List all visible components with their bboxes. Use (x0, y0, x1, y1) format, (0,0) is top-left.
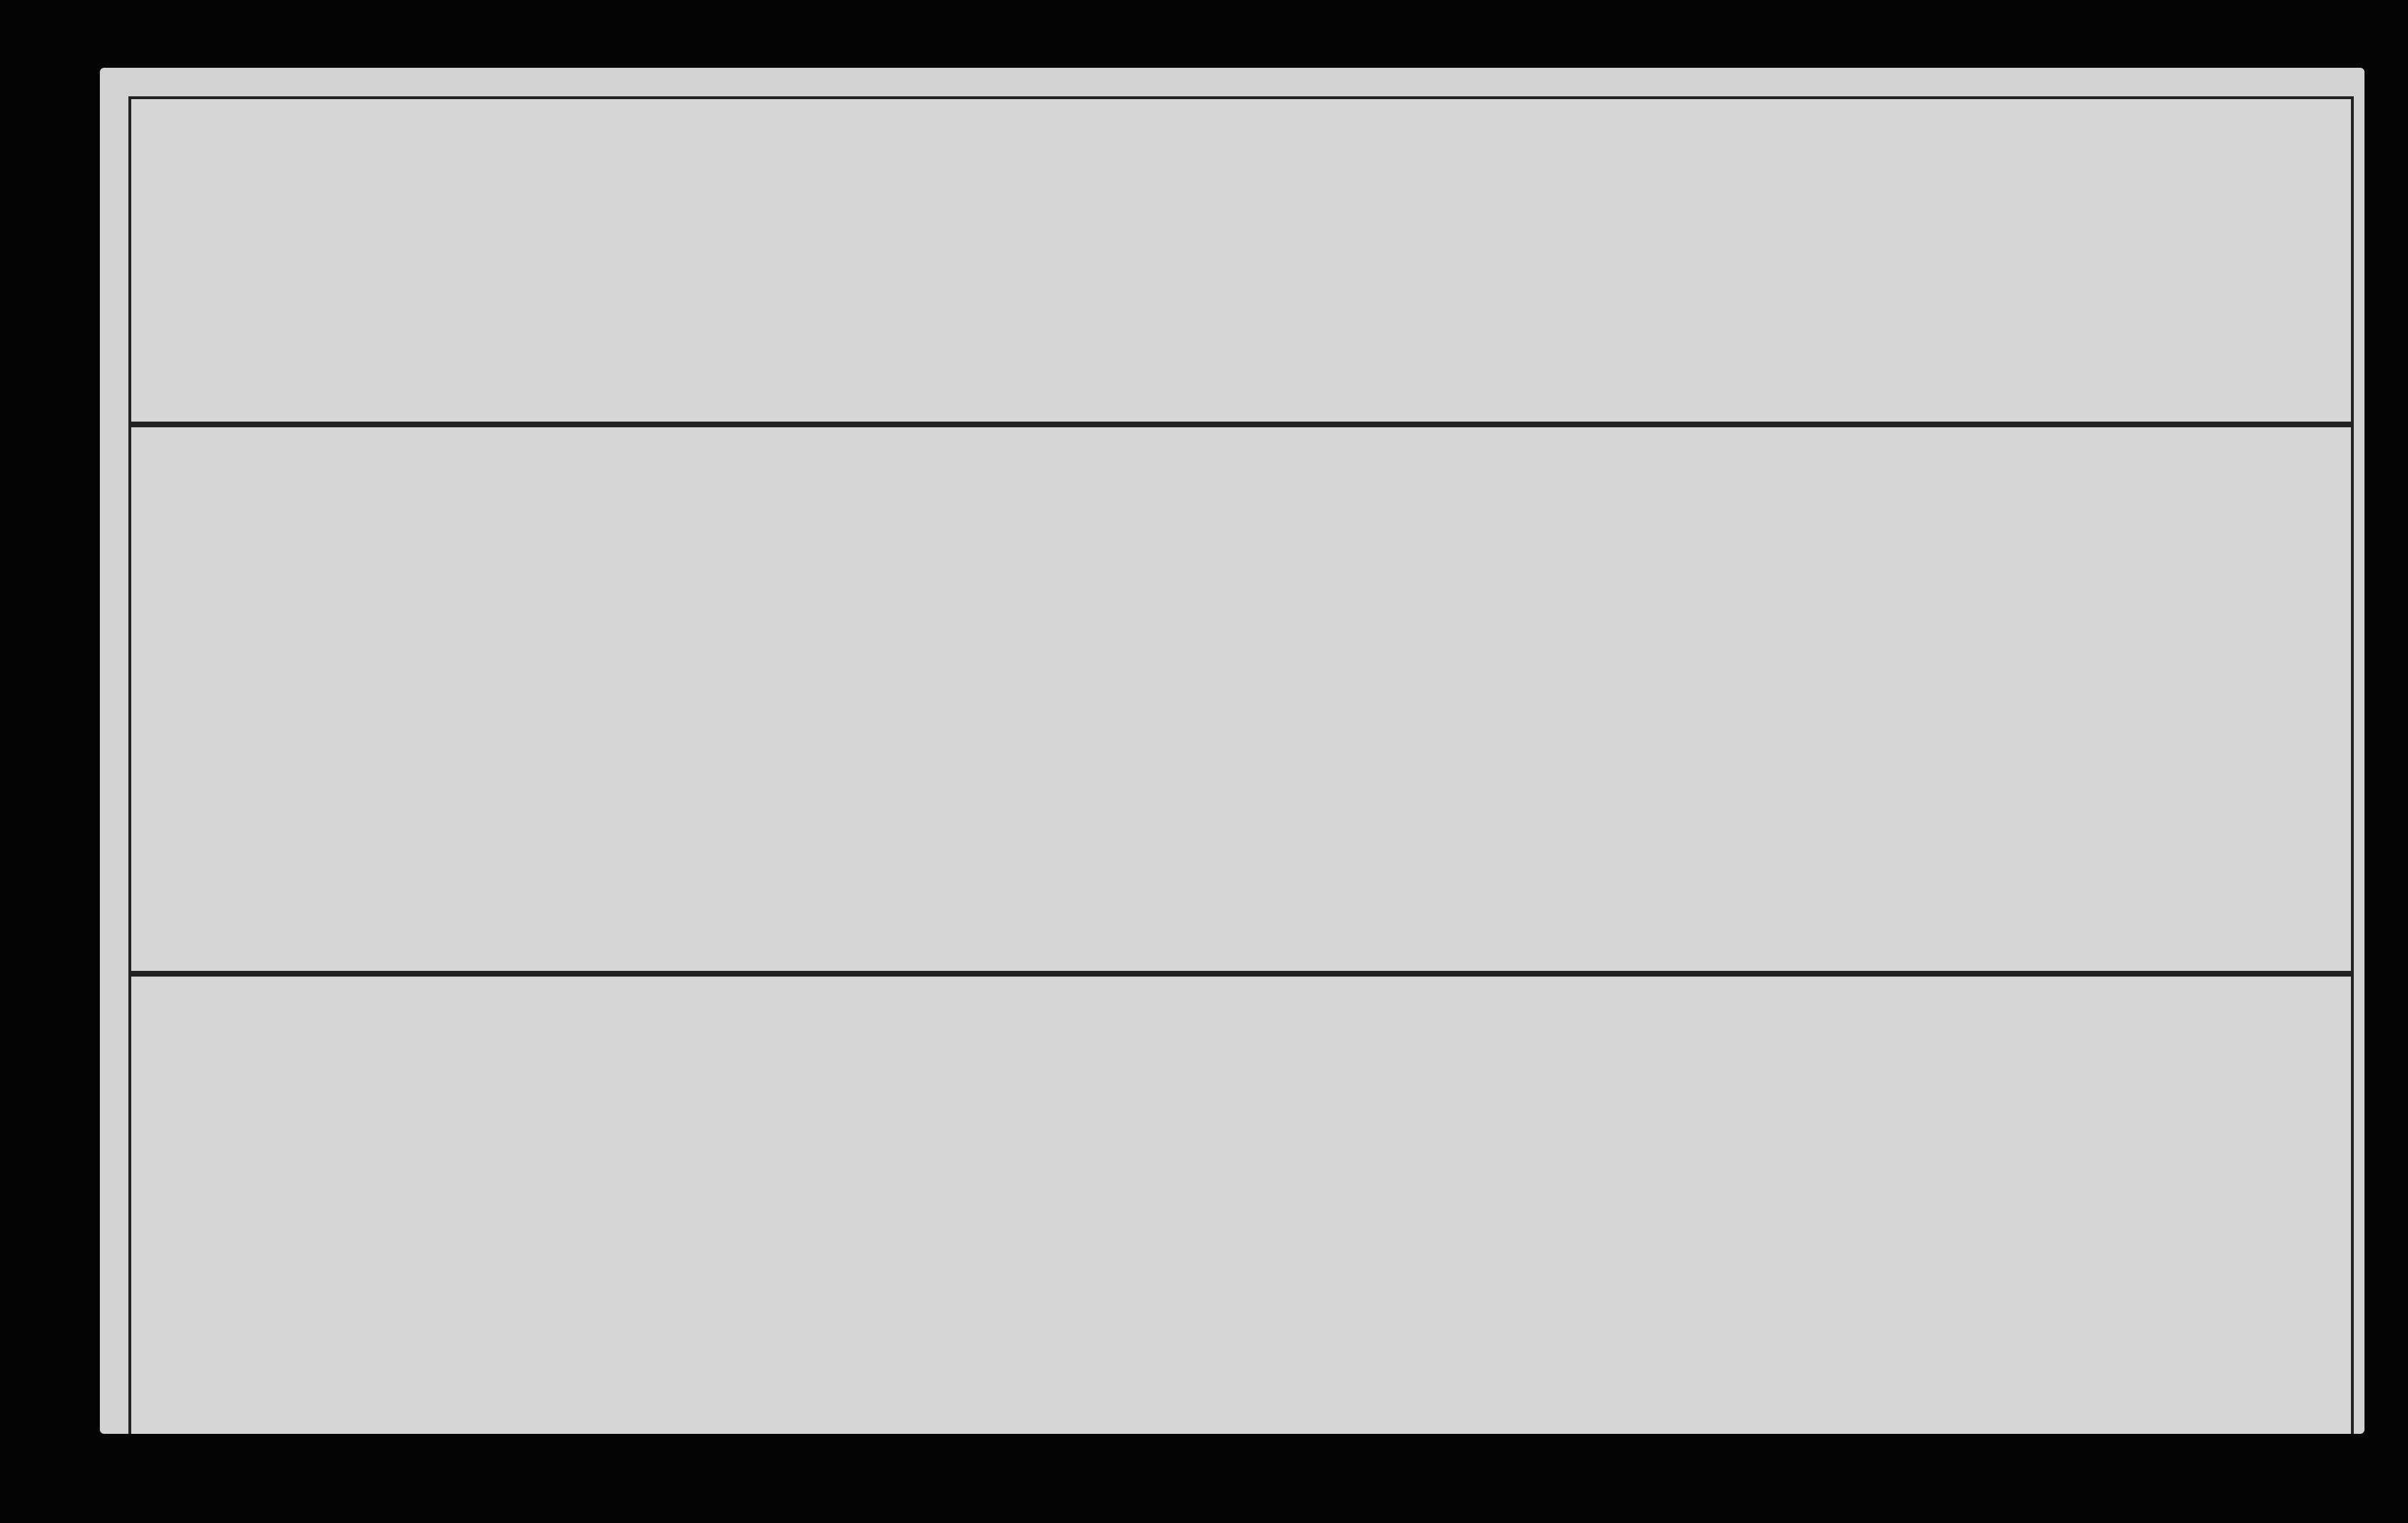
top-crops-table (128, 96, 2354, 424)
middle-section (128, 424, 2354, 974)
census-card (100, 68, 2364, 1434)
lease-table (128, 974, 2354, 1434)
